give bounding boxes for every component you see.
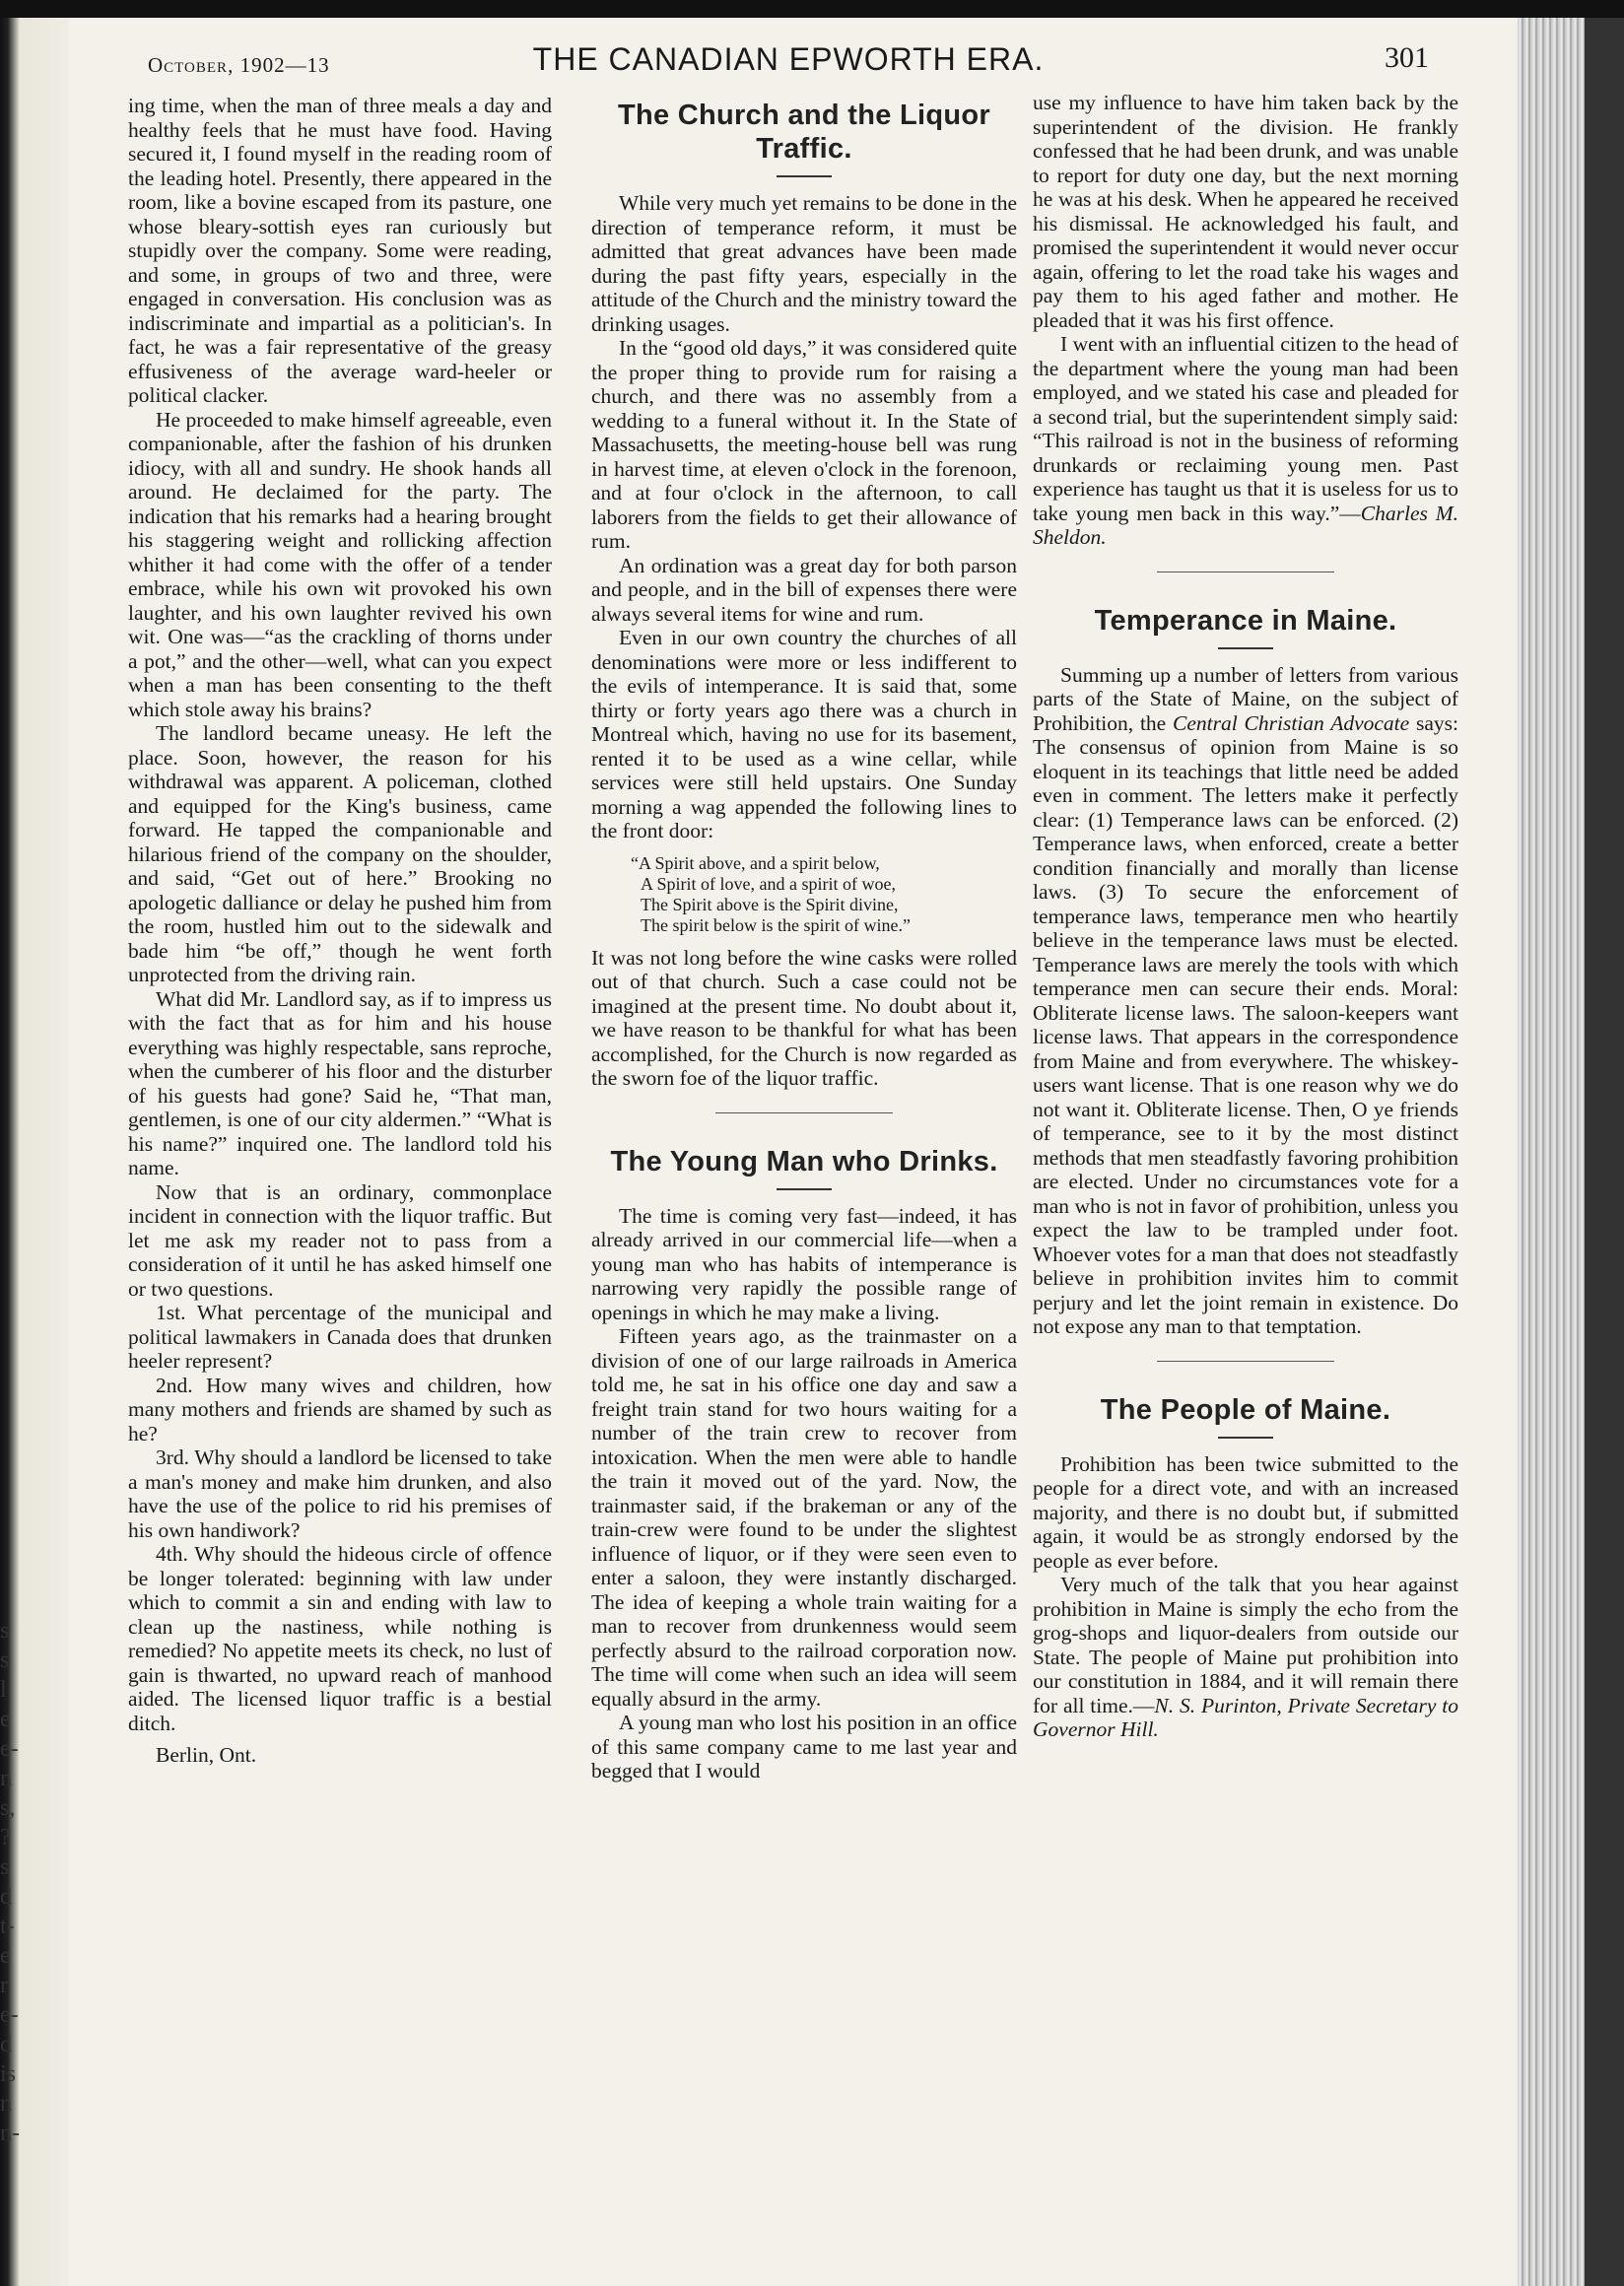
paragraph: Very much of the talk that you hear against prohibition in Maine is simply the echo from the grog-shops and liquor-dealers from outside our State. The people of Maine put prohibition into our constitution in 1884, and it will remain there for all time.—N. S. Purinton, Private Secretary to Governor Hill.: [1033, 1573, 1458, 1741]
paragraph: use my influence to have him taken back by the superintendent of the division. He frankly confessed that he had been drunk, and was unable to report for duty one day, but the next morning he was at his desk. When he appeared he received his dismissal. He acknowledged his fault, and promised the superintendent it would never occur again, offering to let the road take his wages and pay them to his aged father and mother. He pleaded that it was his first offence.: [1033, 91, 1458, 332]
source-credit: Central Christian Advocate: [1173, 710, 1410, 735]
paragraph: He proceeded to make himself agreeable, even companionable, after the fashion of his drunken idiocy, with all and sundry. He shook hands all around. He declaimed for the party. The indication that his remarks had a hearing brought his staggering weight and rollicking affection whither it had come with the offer of a tender embrace, while his own wit provoked his own laughter, and his own laughter revived his own wit. One was—“as the crackling of thorns under a pot,” and the other—well, what can you expect when a man has been consenting to the theft which stole away his brains?: [128, 407, 552, 721]
article-title-people: The People of Maine.: [1100, 1393, 1391, 1426]
title-rule: [777, 1188, 832, 1190]
author-credit: Charles M. Sheldon.: [1033, 501, 1459, 549]
paragraph: In the “good old days,” it was considered quite the proper thing to provide rum for raising a church, and there was no assembly from a wedding to a funeral without it. In the State of Massachusetts, the meeting-house bell was rung in harvest time, at eleven o'clock in the forenoon, and at four o'clock in the afternoon, to call laborers from the fields to get their allowance of rum.: [591, 336, 1017, 553]
paragraph: It was not long before the wine casks were rolled out of that church. Such a case could not be imagined at the present time. No doubt about it, we have reason to be thankful for what has been accomplished, for the Church is now regarded as the sworn foe of the liquor traffic.: [591, 945, 1017, 1090]
author-credit: N. S. Purinton, Private Secretary to Governor Hill.: [1033, 1693, 1458, 1741]
paragraph: ing time, when the man of three meals a day and healthy feels that he must have food. Having secured it, I found myself in the reading room of the leading hotel. Presently, there appeared in the room, like a bovine escaped from its pasture, one whose bleary-sottish eyes ran curiously but stupidly over the company. Some were reading, and some, in groups of two and three, were engaged in conversation. His conclusion was as indiscriminate and impartial as a politician's. In fact, he was a fair representative of the greasy effusiveness of the average ward-heeler or political clacker.: [128, 94, 552, 407]
paragraph: Fifteen years ago, as the trainmaster on a division of one of our large railroads in America told me, he sat in his office one day and saw a freight train stand for two hours waiting for a number of the train crew to recover from intoxication. When the men were able to handle the train it moved out of the yard. Now, the trainmaster said, if the brakeman or any of the train-crew were found to be under the slightest influence of liquor, or if they were seen even to enter a saloon, they were instantly discharged. The idea of keeping a whole train waiting for a man to recover from drunkenness would seem perfectly absurd to the railroad corporation now. The time will come when such an idea will seem equally absurd in the army.: [591, 1324, 1017, 1711]
question-2: 2nd. How many wives and children, how many mothers and friends are shamed by such as he?: [128, 1373, 552, 1446]
publication-title: THE CANADIAN EPWORTH ERA.: [532, 41, 1045, 77]
question-4: 4th. Why should the hideous circle of offence be longer tolerated: beginning with law under which to commit a sin and ending with law to clean up the nastiness, while nothing is remedied? No appetite meets its check, no lust of gain is thwarted, no upward reach of manhood aided. The licensed liquor traffic is a bestial ditch.: [128, 1542, 552, 1735]
paragraph: The time is coming very fast—indeed, it has already arrived in our commercial life—when a young man who has habits of intemperance is narrowing very rapidly the possible range of openings in which he may make a living.: [591, 1203, 1017, 1324]
article-title-maine: Temperance in Maine.: [1094, 604, 1397, 637]
page-number: 301: [1385, 41, 1429, 74]
question-1: 1st. What percentage of the municipal and political lawmakers in Canada does that drunken heeler represent?: [128, 1301, 552, 1373]
paragraph: An ordination was a great day for both parson and people, and in the bill of expenses there were always several items for wine and rum.: [591, 553, 1017, 626]
paragraph: Prohibition has been twice submitted to the people for a direct vote, and with an increased majority, and there is no doubt but, if submitted again, it would be as strongly endorsed by the people as ever before.: [1033, 1451, 1458, 1573]
verse-line: A Spirit of love, and a spirit of woe,: [641, 873, 896, 894]
title-rule: [777, 175, 832, 177]
section-divider: [715, 1112, 893, 1113]
dateline: Berlin, Ont.: [156, 1743, 257, 1767]
article-title-church: The Church and the Liquor Traffic.: [617, 100, 991, 165]
paragraph: What did Mr. Landlord say, as if to impress us with the fact that as for him and his house everything was highly respectable, sans reproche, when the cumberer of his floor and the disturber of his guests had gone? Said he, “That man, gentlemen, is one of our city aldermen.” “What is his name?” inquired one. The landlord told his name.: [128, 986, 552, 1179]
issue-date: October, 1902—13: [148, 53, 330, 77]
verse-line: “A Spirit above, and a spirit below,: [631, 852, 880, 873]
paragraph: Even in our own country the churches of all denominations were more or less indifferent to the evils of intemperance. It is said that, some thirty or forty years ago there was a church in Montreal which, having no use for its basement, rented it to be used as a wine cellar, while services were still held upstairs. One Sunday morning a wag appended the following lines to the front door:: [591, 626, 1017, 842]
article-title-young-man: The Young Man who Drinks.: [610, 1145, 998, 1177]
column-middle: [591, 99, 1017, 1783]
column-left: [128, 94, 552, 1768]
adjacent-page-fragments: s s l e e- n s, ? s d t- e r e- d is n n-: [0, 1618, 20, 2146]
book-binding: [1518, 0, 1624, 2286]
title-rule: [1218, 647, 1273, 649]
scan-top-edge: [0, 0, 1624, 18]
paragraph: The landlord became uneasy. He left the place. Soon, however, the reason for his withdrawal was apparent. A policeman, clothed and equipped for the King's business, came forward. He tapped the companionable and hilarious friend of the company on the shoulder, and said, “Get out of here.” Brooking no apologetic dalliance or delay he pushed him from the room, hustled him out to the sidewalk and bade him “be off,” though he went forth unprotected from the driving rain.: [128, 721, 552, 986]
running-header: [148, 41, 1429, 81]
paragraph: Summing up a number of letters from various parts of the State of Maine, on the subject of Prohibition, the Central Christian Advocate says: The consensus of opinion from Maine is so eloquent in its teachings that little need be added even in comment. The letters make it perfectly clear: (1) Temperance laws can be enforced. (2) Temperance laws, when enforced, create a better condition financially and morally than license laws. (3) To secure the enforcement of temperance laws, temperance men who heartily believe in the temperance laws must be elected. Temperance laws are merely the tools with which temperance men can secure their ends. Moral: Obliterate license laws. The saloon-keepers want license laws. That appears in the correspondence from Maine and from everywhere. The whiskey-users want license. That is one reason why we do not want it. Obliterate license. Then, O ye friends of temperance, see to it by the most distinct methods that men steadfastly favoring prohibition are elected. Under no circumstances vote for a man who is not in favor of prohibition, unless you expect the law to be trampled under foot. Whoever votes for a man that does not steadfastly believe in prohibition invites him to commit perjury and let the joint remain in existence. Do not expose any man to that temptation.: [1033, 662, 1458, 1338]
paragraph: I went with an influential citizen to the head of the department where the young man had been employed, and we stated his case and pleaded for a second trial, but the superintendent simply said: “This railroad is not in the business of reforming drunkards or reclaiming young men. Past experience has taught us that it is useless for us to take young men back in this way.”—Charles M. Sheldon.: [1033, 332, 1459, 549]
verse-line: The spirit below is the spirit of wine.”: [641, 914, 911, 935]
column-right: [1033, 91, 1458, 1742]
question-3: 3rd. Why should a landlord be licensed to take a man's money and make him drunken, and also have the use of the police to rid his premises of his own handiwork?: [128, 1446, 552, 1542]
paragraph: While very much yet remains to be done in the direction of temperance reform, it must be admitted that great advances have been made during the past fifty years, especially in the attitude of the Church and the ministry toward the drinking usages.: [591, 191, 1017, 336]
paragraph: A young man who lost his position in an office of this same company came to me last year and begged that I would: [591, 1711, 1017, 1782]
paragraph: Now that is an ordinary, commonplace incident in connection with the liquor traffic. But let me ask my reader not to pass from a consideration of it until he has asked himself one or two questions.: [128, 1179, 552, 1301]
verse-quote: [631, 853, 1017, 936]
verse-line: The Spirit above is the Spirit divine,: [641, 894, 899, 914]
title-rule: [1218, 1437, 1273, 1439]
section-divider: [1157, 1361, 1334, 1362]
